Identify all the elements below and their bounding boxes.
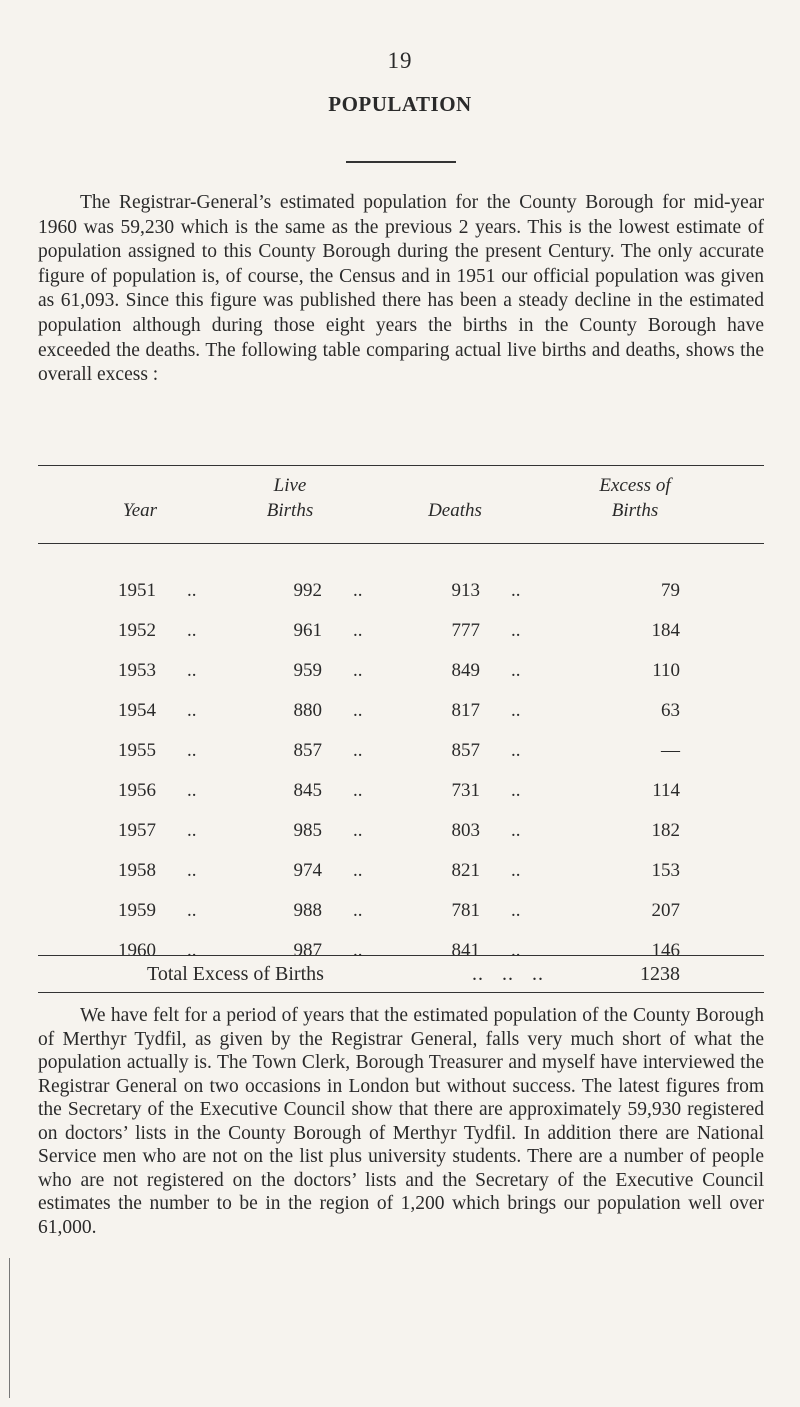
leader-dots: .. <box>187 780 197 801</box>
year-cell: 1953 <box>118 660 156 681</box>
page-number: 19 <box>387 48 413 73</box>
year-cell: 1956 <box>118 780 156 801</box>
leader-dots: .. <box>187 700 197 721</box>
year-cell: 1954 <box>118 700 156 721</box>
deaths-cell: 731 <box>451 780 480 801</box>
leader-dots: .. <box>353 860 363 881</box>
section-heading: POPULATION <box>328 92 472 116</box>
leader-dots: .. <box>187 660 197 681</box>
leader-dots: .. <box>353 740 363 761</box>
leader-dots: .. <box>511 860 521 881</box>
leader-dots: .. <box>511 780 521 801</box>
leader-dots: .. <box>511 900 521 921</box>
leader-dots: .. <box>187 820 197 841</box>
header-live-line2: Births <box>266 500 314 521</box>
excess-cell: 184 <box>651 620 680 641</box>
table-row <box>0 900 800 940</box>
header-excess-line2: Births <box>611 500 659 521</box>
leader-dots: .. <box>511 740 521 761</box>
leader-dots: .. <box>353 820 363 841</box>
leader-dots: .. <box>353 580 363 601</box>
births-cell: 988 <box>293 900 322 921</box>
leader-dots: .. <box>353 620 363 641</box>
year-cell: 1955 <box>118 740 156 761</box>
excess-cell: 63 <box>661 700 680 721</box>
year-cell: 1957 <box>118 820 156 841</box>
deaths-cell: 817 <box>451 700 480 721</box>
table-bottom-rule <box>38 992 764 993</box>
table-row <box>0 580 800 620</box>
leader-dots: .. <box>353 780 363 801</box>
births-cell: 959 <box>293 660 322 681</box>
year-cell: 1960 <box>118 940 156 961</box>
total-leader-dots: .. .. .. <box>472 963 544 985</box>
leader-dots: .. <box>187 940 197 961</box>
births-cell: 992 <box>293 580 322 601</box>
heading-divider <box>346 161 456 163</box>
header-deaths: Deaths <box>428 500 482 521</box>
births-cell: 974 <box>293 860 322 881</box>
births-cell: 857 <box>293 740 322 761</box>
total-value: 1238 <box>640 963 680 985</box>
excess-cell: — <box>661 740 680 761</box>
births-cell: 985 <box>293 820 322 841</box>
deaths-cell: 913 <box>451 580 480 601</box>
table-row <box>0 740 800 780</box>
leader-dots: .. <box>187 580 197 601</box>
excess-cell: 182 <box>651 820 680 841</box>
leader-dots: .. <box>511 660 521 681</box>
births-cell: 845 <box>293 780 322 801</box>
leader-dots: .. <box>511 580 521 601</box>
table-row <box>0 860 800 900</box>
births-cell: 880 <box>293 700 322 721</box>
excess-cell: 153 <box>651 860 680 881</box>
header-excess-line1: Excess of <box>599 475 671 496</box>
total-label: Total Excess of Births <box>147 963 324 985</box>
leader-dots: .. <box>511 700 521 721</box>
table-top-rule <box>38 465 764 466</box>
year-cell: 1952 <box>118 620 156 641</box>
table-row <box>0 700 800 740</box>
table-header-rule <box>38 543 764 544</box>
deaths-cell: 781 <box>451 900 480 921</box>
leader-dots: .. <box>511 940 521 961</box>
leader-dots: .. <box>353 940 363 961</box>
closing-paragraph: We have felt for a period of years that the estimated population of the County Borough of Merthyr Tydfil, as given by the Registrar General, falls very much short of what the population actually is. The Town Clerk, Borough Treasurer and myself have interviewed the Registrar General on two occasions in London but without success. The latest figures from the Secretary of the Executive Council show that there are approximately 59,930 registered on doctors’ lists in the County Borough of Merthyr Tydfil. In addition there are National Service men who are not on the list plus university students. There are a number of people who are not registered on the doctors’ lists and the Secretary of the Executive Council estimates the number to be in the region of 1,200 which brings our population well over 61,000. <box>38 1005 764 1238</box>
leader-dots: .. <box>353 900 363 921</box>
excess-cell: 207 <box>651 900 680 921</box>
table-row <box>0 820 800 860</box>
leader-dots: .. <box>511 620 521 641</box>
births-cell: 987 <box>293 940 322 961</box>
table-row <box>0 620 800 660</box>
leader-dots: .. <box>353 700 363 721</box>
year-cell: 1951 <box>118 580 156 601</box>
deaths-cell: 849 <box>451 660 480 681</box>
table-row <box>0 780 800 820</box>
excess-cell: 114 <box>652 780 680 801</box>
excess-cell: 110 <box>652 660 680 681</box>
leader-dots: .. <box>187 900 197 921</box>
deaths-cell: 821 <box>451 860 480 881</box>
leader-dots: .. <box>187 740 197 761</box>
table-row <box>0 940 800 980</box>
table-row <box>0 660 800 700</box>
deaths-cell: 777 <box>451 620 480 641</box>
year-cell: 1958 <box>118 860 156 881</box>
births-cell: 961 <box>293 620 322 641</box>
binding-edge-line <box>9 1258 10 1398</box>
excess-cell: 146 <box>651 940 680 961</box>
intro-paragraph: The Registrar-General’s estimated population for the County Borough for mid-year 1960 was 59,230 which is the same as the previous 2 years. This is the lowest estimate of population assigned to this County Borough during the present Century. The only accurate figure of population is, of course, the Census and in 1951 our official population was given as 61,093. Since this figure was published there has been a steady decline in the estimated population although during those eight years the births in the County Borough have exceeded the deaths. The following table comparing actual live births and deaths, shows the overall excess : <box>38 192 764 386</box>
deaths-cell: 803 <box>451 820 480 841</box>
header-year: Year <box>122 500 158 521</box>
year-cell: 1959 <box>118 900 156 921</box>
deaths-cell: 841 <box>451 940 480 961</box>
leader-dots: .. <box>511 820 521 841</box>
excess-cell: 79 <box>661 580 680 601</box>
deaths-cell: 857 <box>451 740 480 761</box>
table-rows-end-rule <box>38 955 764 956</box>
leader-dots: .. <box>187 620 197 641</box>
leader-dots: .. <box>353 660 363 681</box>
leader-dots: .. <box>187 860 197 881</box>
header-year-spacer <box>100 475 180 497</box>
header-live-line1: Live <box>273 475 307 496</box>
